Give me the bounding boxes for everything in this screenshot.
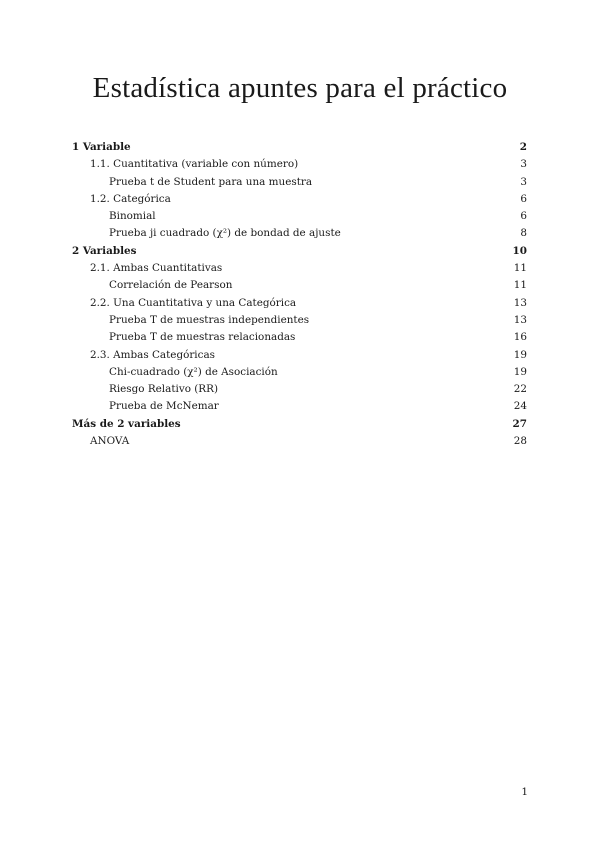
- toc-entry-label: Prueba T de muestras relacionadas: [109, 331, 296, 344]
- toc-entry[interactable]: [72, 312, 527, 329]
- toc-entry[interactable]: [72, 208, 527, 225]
- toc-entry[interactable]: [72, 243, 527, 260]
- toc-entry-page: 2: [519, 141, 527, 153]
- toc-entry-label: Prueba t de Student para una muestra: [109, 175, 313, 188]
- toc-entry[interactable]: [72, 139, 527, 156]
- toc-entry-page: 11: [513, 262, 527, 275]
- toc-entry-label: 2 Variables: [72, 244, 137, 257]
- toc-entry-label: Más de 2 variables: [72, 417, 181, 430]
- toc-entry[interactable]: [72, 398, 527, 415]
- toc-entry-label: Riesgo Relativo (RR): [109, 383, 219, 396]
- document-title: Estadística apuntes para el práctico: [92, 72, 508, 104]
- toc-entry-label: 2.1. Ambas Cuantitativas: [90, 262, 223, 275]
- toc-entry-page: 19: [513, 348, 527, 361]
- toc-entry-page: 10: [512, 244, 527, 257]
- toc-entry[interactable]: [72, 381, 527, 398]
- toc-entry[interactable]: [72, 225, 527, 242]
- toc-entry[interactable]: [72, 364, 527, 381]
- page-number: 1: [521, 786, 528, 798]
- toc-entry[interactable]: [72, 260, 527, 277]
- toc-entry[interactable]: [72, 329, 527, 346]
- toc-entry-label: Correlación de Pearson: [109, 279, 233, 292]
- toc-entry-label: 2.2. Una Cuantitativa y una Categórica: [90, 296, 297, 309]
- toc-entry-page: 13: [513, 296, 527, 309]
- toc-entry[interactable]: [72, 174, 527, 191]
- toc-entry-label: Chi-cuadrado (χ²) de Asociación: [109, 365, 278, 378]
- toc-entry[interactable]: [72, 433, 527, 450]
- toc-entry-label: Prueba de McNemar: [109, 400, 219, 413]
- toc-entry-page: 16: [513, 331, 527, 344]
- toc-entry[interactable]: [72, 191, 527, 208]
- toc-entry-page: 27: [512, 417, 527, 430]
- toc-entry-label: 1 Variable: [72, 141, 131, 153]
- toc-entry-page: 13: [513, 313, 527, 326]
- toc-entry-page: 19: [513, 365, 527, 378]
- toc-entry-page: 11: [513, 279, 527, 292]
- toc-entry[interactable]: [72, 277, 527, 294]
- toc-entry-label: 1.2. Categórica: [90, 192, 171, 205]
- toc-entry-page: 28: [513, 435, 527, 448]
- toc-entry[interactable]: [72, 295, 527, 312]
- toc-entry-label: ANOVA: [90, 435, 130, 448]
- toc-entry-page: 3: [520, 175, 527, 188]
- toc-entry-label: Prueba ji cuadrado (χ²) de bondad de ajuste: [109, 227, 341, 240]
- toc-entry-label: Binomial: [109, 210, 156, 223]
- toc-entry-page: 3: [520, 158, 527, 171]
- toc-entry-page: 6: [520, 192, 527, 205]
- toc-entry-label: 1.1. Cuantitativa (variable con número): [90, 158, 299, 171]
- toc-entry[interactable]: [72, 347, 527, 364]
- toc-entry-label: 2.3. Ambas Categóricas: [90, 348, 215, 361]
- toc-entry-page: 24: [513, 400, 527, 413]
- toc-entry-page: 22: [513, 383, 527, 396]
- table-of-contents: [72, 139, 527, 450]
- toc-entry[interactable]: [72, 156, 527, 173]
- toc-entry-label: Prueba T de muestras independientes: [109, 313, 310, 326]
- toc-entry[interactable]: [72, 416, 527, 433]
- toc-entry-page: 6: [520, 210, 527, 223]
- toc-entry-page: 8: [520, 227, 527, 240]
